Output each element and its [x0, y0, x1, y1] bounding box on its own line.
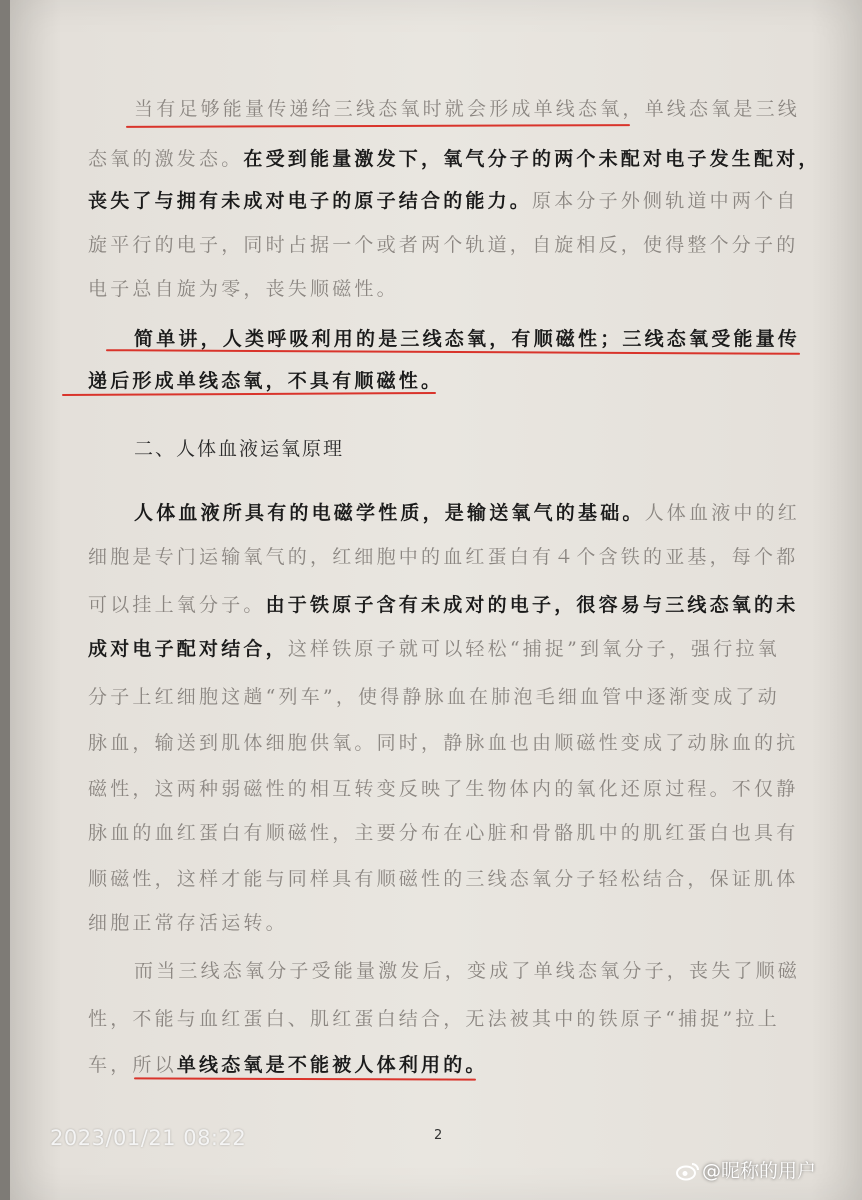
para1-line2 — [88, 146, 821, 172]
red-underline-4 — [134, 1077, 476, 1080]
para3-line9: 顺磁性，这样才能与同样具有顺磁性的三线态氧分子轻松结合，保证肌体 — [88, 868, 799, 890]
para3-line3-bold: 由于铁原子含有未成对的电子，很容易与三线态氧的未 — [265, 594, 799, 616]
para3-line5: 分子上红细胞这趟“列车”，使得静脉血在肺泡毛细血管中逐渐变成了动 — [88, 686, 780, 708]
para4-line1: 而当三线态氧分子受能量激发后，变成了单线态氧分子，丧失了顺磁 — [134, 960, 801, 982]
para1-line3 — [88, 188, 799, 214]
para3-line1-normal: 人体血液中的红 — [644, 502, 801, 524]
watermark — [676, 1156, 816, 1183]
para3-line4 — [88, 636, 788, 662]
para3-line3 — [88, 592, 799, 618]
para1-line4: 旋平行的电子，同时占据一个或者两个轨道，自旋相反，使得整个分子的 — [88, 234, 799, 256]
watermark-text: @昵称的用户 — [702, 1160, 817, 1182]
para3-line4-normal: 这样铁原子就可以轻松“捕捉”到氧分子，强行拉氧 — [287, 638, 780, 660]
para3-line4-bold: 成对电子配对结合， — [88, 638, 288, 660]
weibo-icon — [676, 1161, 700, 1181]
red-underline-1 — [126, 124, 630, 128]
document-page — [10, 0, 862, 1200]
para3-line8: 脉血的血红蛋白有顺磁性，主要分布在心脏和骨骼肌中的肌红蛋白也具有 — [88, 822, 799, 844]
para1-line5: 电子总自旋为零，丧失顺磁性。 — [88, 278, 399, 300]
para1-line3-normal: 原本分子外侧轨道中两个自 — [532, 190, 799, 212]
para3-line1 — [134, 500, 801, 526]
para1-line2-bold: 在受到能量激发下，氧气分子的两个未配对电子发生配对， — [243, 148, 821, 170]
para3-line2: 细胞是专门运输氧气的，红细胞中的血红蛋白有４个含铁的亚基，每个都 — [88, 546, 799, 568]
para3-line10: 细胞正常存活运转。 — [88, 912, 288, 934]
para4-line3-normal: 车，所以 — [88, 1054, 177, 1076]
para3-line7: 磁性，这两种弱磁性的相互转变反映了生物体内的氧化还原过程。不仅静 — [88, 778, 799, 800]
para2-line2: 递后形成单线态氧，不具有顺磁性。 — [88, 370, 444, 392]
para1-line1: 当有足够能量传递给三线态氧时就会形成单线态氧，单线态氧是三线 — [134, 98, 801, 120]
para4-line3 — [88, 1052, 788, 1078]
para2-line1: 简单讲，人类呼吸利用的是三线态氧，有顺磁性；三线态氧受能量传 — [134, 328, 801, 350]
para4-line3-bold: 单线态氧是不能被人体利用的。 — [176, 1054, 488, 1076]
page-number: 2 — [434, 1128, 443, 1143]
para1-line2-normal: 态氧的激发态。 — [88, 148, 244, 170]
para3-line3-normal: 可以挂上氧分子。 — [88, 594, 266, 616]
para3-line6: 脉血，输送到肌体细胞供氧。同时，静脉血也由顺磁性变成了动脉血的抗 — [88, 732, 799, 754]
para1-line3-bold: 丧失了与拥有未成对电子的原子结合的能力。 — [88, 190, 533, 212]
section-heading: 二、人体血液运氧原理 — [134, 438, 345, 460]
para3-line1-bold: 人体血液所具有的电磁学性质，是输送氧气的基础。 — [134, 502, 645, 524]
photo-timestamp: 2023/01/21 08:22 — [50, 1126, 247, 1150]
para4-line2: 性，不能与血红蛋白、肌红蛋白结合，无法被其中的铁原子“捕捉”拉上 — [88, 1008, 780, 1030]
